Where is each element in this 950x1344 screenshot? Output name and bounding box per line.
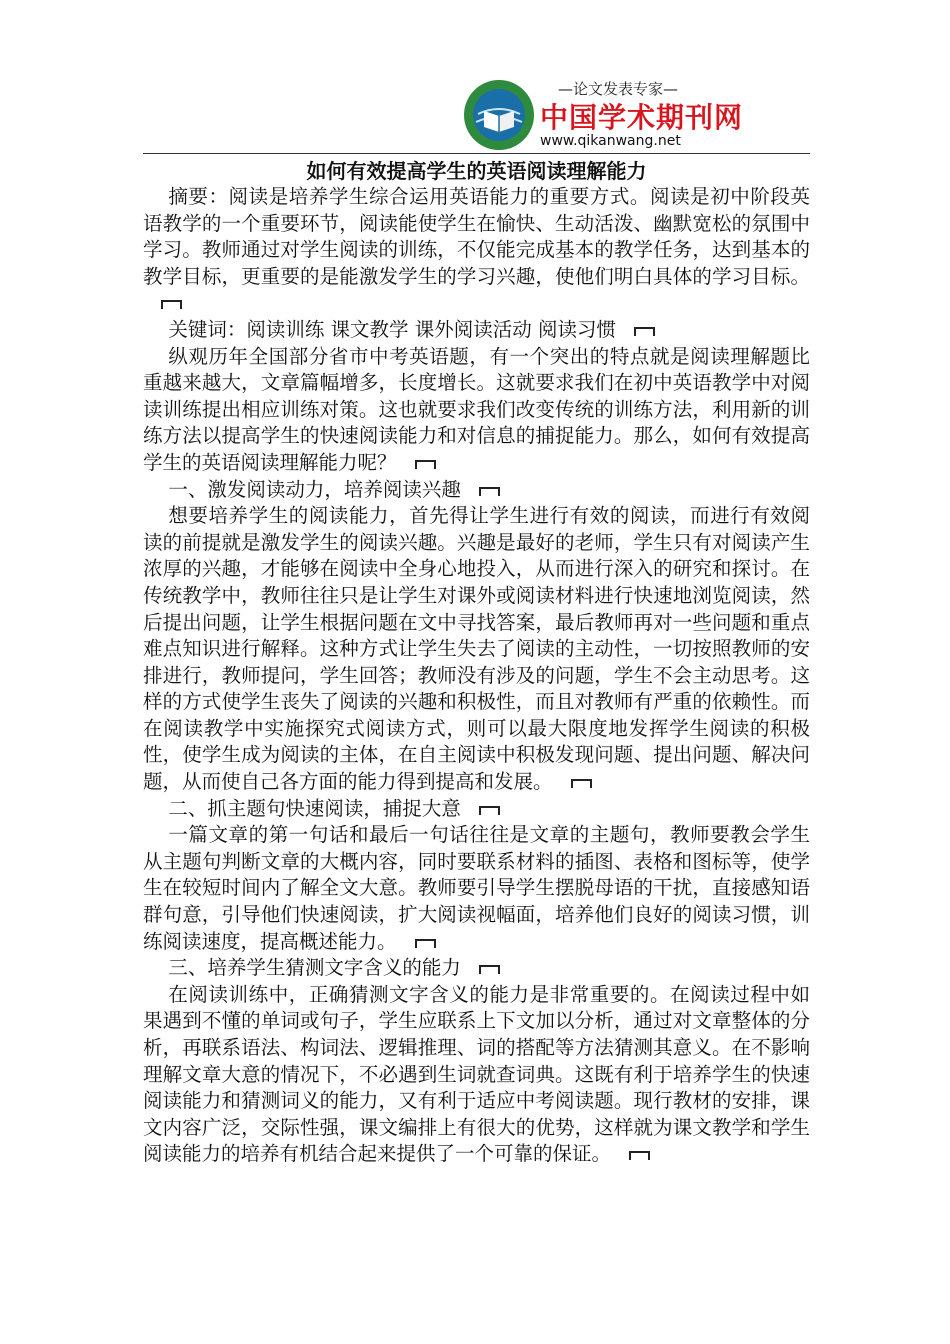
paragraph-mark-icon — [161, 300, 182, 309]
intro-paragraph — [143, 344, 810, 477]
header-divider — [143, 153, 810, 154]
section-heading-2 — [143, 796, 810, 823]
abstract-paragraph — [143, 184, 810, 317]
paragraph-text: 关键词：阅读训练 课文教学 课外阅读活动 阅读习惯 — [168, 317, 616, 341]
paragraph-mark-icon — [415, 939, 436, 948]
paragraph-text: 一篇文章的第一句话和最后一句话往往是文章的主题句，教师要教会学生从主题句判断文章的大概内容，同时要联系材料的插图、表格和图标等，使学生在较短时间内了解全文大意。教师要引导学生摆脱母语的干扰，直接感知语群句意，引导他们快速阅读，扩大阅读视幅面，培养他们良好的阅读习惯，训练阅读速度，提高概述能力。 — [143, 823, 810, 953]
keywords-paragraph — [143, 317, 810, 344]
paragraph-text: 纵观历年全国部分省市中考英语题，有一个突出的特点就是阅读理解题比重越来越大，文章篇幅增多，长度增长。这就要求我们在初中英语教学中对阅读训练提出相应训练对策。这也就要求我们改变传统的训练方法，利用新的训练方法以提高学生的快速阅读能力和对信息的捕捉能力。那么，如何有效提高学生的英语阅读理解能力呢？ — [143, 344, 810, 474]
section-heading-1 — [143, 477, 810, 504]
section-1-paragraph — [143, 503, 810, 796]
paragraph-text: 在阅读训练中，正确猜测文字含义的能力是非常重要的。在阅读过程中如果遇到不懂的单词或句子，学生应联系上下文加以分析，通过对文章整体的分析，再联系语法、构词法、逻辑推理、词的搭配等方法猜测其意义。在不影响理解文章大意的情况下，不必遇到生词就查词典。这既有利于培养学生的快速阅读能力和猜测词义的能力，又有利于适应中考阅读题。现行教材的安排，课文内容广泛，交际性强，课文编排上有很大的优势，这样就为课文教学和学生阅读能力的培养有机结合起来提供了一个可靠的保证。 — [143, 982, 810, 1166]
paragraph-mark-icon — [479, 965, 500, 974]
article-title: 如何有效提高学生的英语阅读理解能力 — [306, 159, 647, 183]
section-heading-3 — [143, 955, 810, 982]
site-url: www.qikanwang.net — [540, 133, 681, 149]
paragraph-mark-icon — [634, 327, 655, 336]
paragraph-mark-icon — [479, 806, 500, 815]
paragraph-text: 摘要：阅读是培养学生综合运用英语能力的重要方式。阅读是初中阶段英语教学的一个重要环节，阅读能使学生在愉快、生动活泼、幽默宽松的氛围中学习。教师通过对学生阅读的训练，不仅能完成基本的教学任务，达到基本的教学目标，更重要的是能激发学生的学习兴趣，使他们明白具体的学习目标。 — [143, 185, 810, 288]
section-heading-text: 三、培养学生猜测文字含义的能力 — [168, 956, 461, 980]
paragraph-mark-icon — [571, 779, 592, 788]
globe-book-logo-icon — [462, 78, 536, 152]
section-heading-text: 二、抓主题句快速阅读，捕捉大意 — [168, 796, 461, 820]
paragraph-mark-icon — [479, 487, 500, 496]
brand-name: 中国学术期刊网 — [540, 101, 744, 134]
section-2-paragraph — [143, 822, 810, 955]
site-header — [462, 72, 744, 150]
paragraph-text: 想要培养学生的阅读能力，首先得让学生进行有效的阅读，而进行有效阅读的前提就是激发学生的阅读兴趣。兴趣是最好的老师，学生只有对阅读产生浓厚的兴趣，才能够在阅读中全身心地投入，从而进行深入的研究和探讨。在传统教学中，教师往往只是让学生对课外或阅读材料进行快速地浏览阅读，然后提出问题，让学生根据问题在文中寻找答案，最后教师再对一些问题和重点难点知识进行解释。这种方式让学生失去了阅读的主动性，一切按照教师的安排进行，教师提问，学生回答；教师没有涉及的问题，学生不会主动思考。这样的方式使学生丧失了阅读的兴趣和积极性，而且对教师有严重的依赖性。而在阅读教学中实施探究式阅读方式，则可以最大限度地发挥学生阅读的积极性，使学生成为阅读的主体，在自主阅读中积极发现问题、提出问题、解决问题，从而使自己各方面的能力得到提高和发展。 — [143, 504, 810, 794]
paragraph-mark-icon — [629, 1151, 650, 1160]
section-heading-text: 一、激发阅读动力，培养阅读兴趣 — [168, 477, 461, 501]
header-tagline: —论文发表专家— — [558, 80, 679, 98]
paragraph-mark-icon — [415, 460, 436, 469]
section-3-paragraph — [143, 982, 810, 1168]
article-body — [143, 184, 810, 1168]
